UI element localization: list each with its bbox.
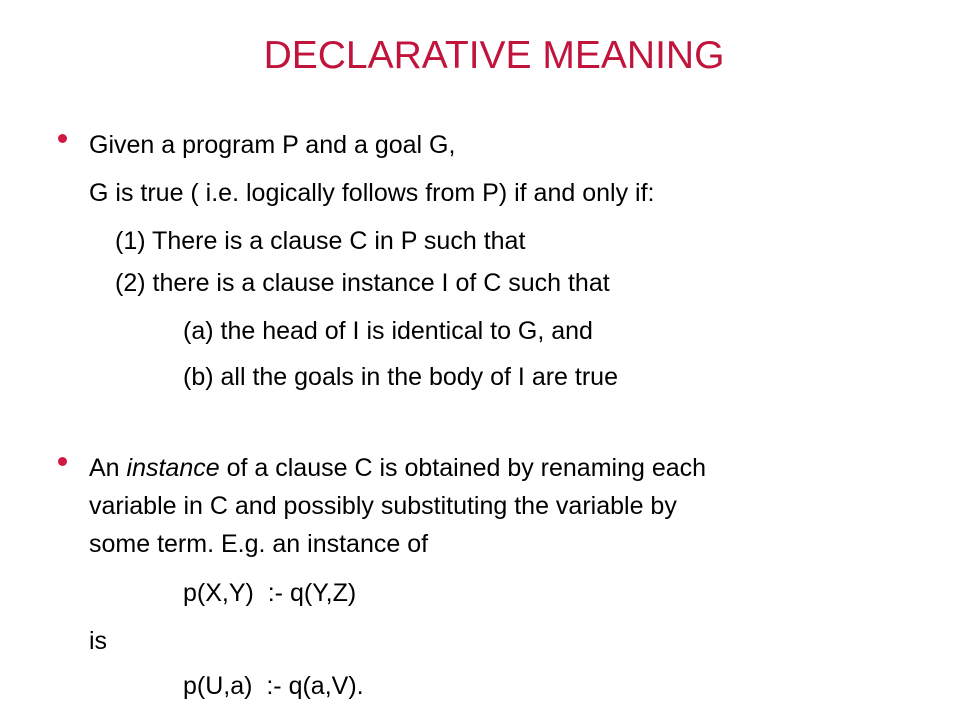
example-clause-1: p(X,Y) :- q(Y,Z) (183, 579, 357, 607)
slide-title: DECLARATIVE MEANING (263, 34, 725, 77)
bullet2-line-2: variable in C and possibly substituting the variable by (89, 492, 677, 520)
example-clause-2: p(U,a) :- q(a,V). (183, 672, 364, 700)
bullet1-line-2: G is true ( i.e. logically follows from P) if and only if: (89, 179, 655, 207)
bullet1-line-1: Given a program P and a goal G, (89, 131, 456, 159)
bullet2-line-1 (89, 453, 706, 483)
bullet-dot-2 (58, 457, 67, 466)
bullet1-line-4: (2) there is a clause instance I of C such that (115, 269, 610, 297)
bullet2-line-3: some term. E.g. an instance of (89, 530, 429, 558)
bullet1-line-3: (1) There is a clause C in P such that (115, 227, 526, 255)
bullet-dot-1 (58, 134, 67, 143)
bullet2-line-1-emphasis: instance (126, 454, 220, 482)
bullet2-line-1-post: of a clause C is obtained by renaming each (219, 454, 707, 482)
bullet1-line-6: (b) all the goals in the body of I are true (183, 363, 618, 391)
bullet1-line-5: (a) the head of I is identical to G, and (183, 317, 593, 345)
connector-is: is (89, 627, 108, 655)
bullet2-line-1-pre: An (89, 454, 127, 482)
